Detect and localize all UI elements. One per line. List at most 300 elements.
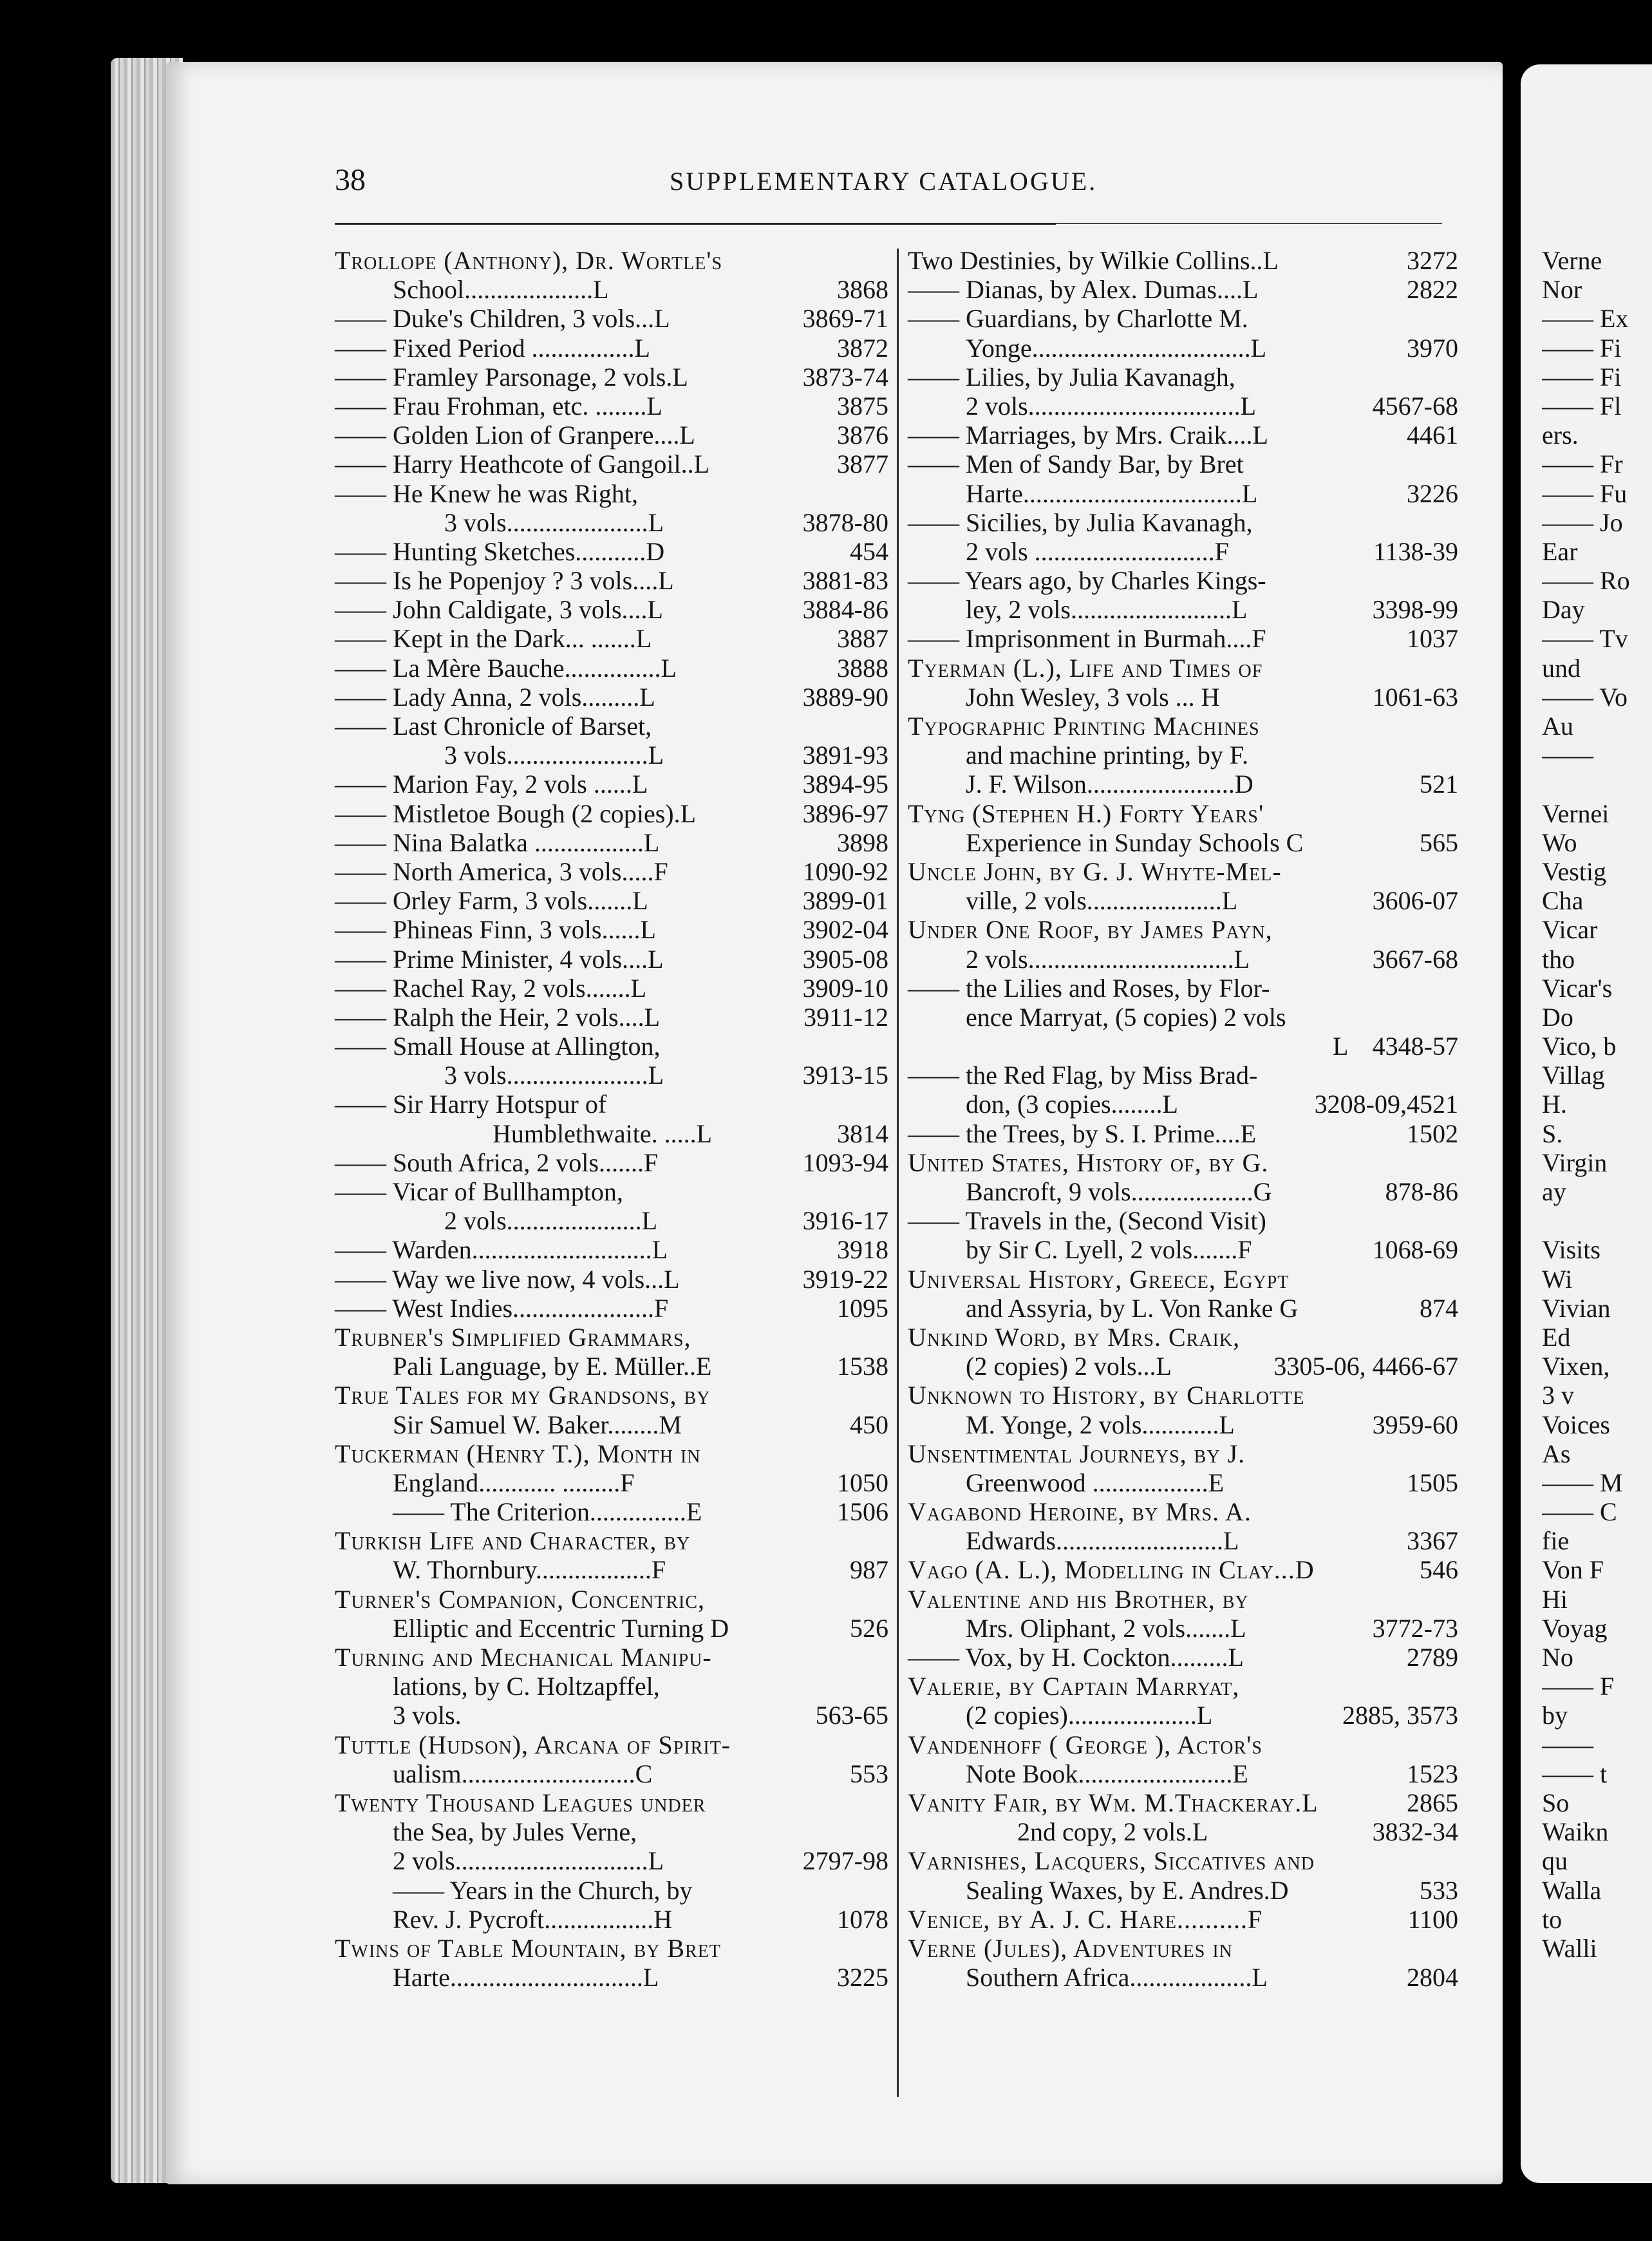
entry-shelf-number: 2804 (1407, 1963, 1458, 1992)
catalogue-entry-line (908, 1730, 1458, 1759)
entry-shelf-number: 987 (850, 1555, 888, 1585)
catalogue-entry-line (908, 1701, 1458, 1730)
catalogue-entry-line (908, 1555, 1458, 1584)
entry-shelf-number: 3887 (837, 624, 888, 654)
catalogue-entry-line (335, 1672, 888, 1701)
catalogue-entry-line (335, 886, 888, 915)
entry-shelf-number: 3398-99 (1372, 595, 1458, 625)
entry-text: England............ .........F (393, 1468, 635, 1497)
catalogue-entry-line (908, 683, 1458, 712)
entry-text: 3 vols......................L (444, 741, 664, 770)
facing-page-fragment: —— Vo (1542, 682, 1628, 712)
entry-text: —— South Africa, 2 vols.......F (335, 1148, 659, 1177)
catalogue-entry-line (908, 1148, 1458, 1177)
entry-text: Southern Africa...................L (966, 1963, 1268, 1992)
entry-shelf-number: 3881-83 (802, 566, 888, 596)
entry-text: (2 copies) 2 vols...L (966, 1352, 1172, 1381)
entry-text: —— Vox, by H. Cockton.........L (908, 1643, 1244, 1672)
entry-shelf-number: 3667-68 (1372, 944, 1458, 974)
entry-text: Sealing Waxes, by E. Andres.D (966, 1875, 1289, 1905)
entry-shelf-number: 3868 (837, 275, 888, 305)
catalogue-entry-line (335, 1788, 888, 1817)
entry-shelf-number: 3896-97 (802, 799, 888, 828)
catalogue-entry-line (335, 392, 888, 421)
catalogue-entry-line (335, 449, 888, 478)
catalogue-entry-line (908, 741, 1458, 770)
facing-page-fragment: —— C (1542, 1497, 1617, 1527)
catalogue-entry-line (908, 1934, 1458, 1963)
entry-text: United States, History of, by G. (908, 1148, 1269, 1177)
entry-text: Vanity Fair, by Wm. M.Thackeray.L (908, 1788, 1319, 1817)
entry-text: —— Mistletoe Bough (2 copies).L (335, 799, 697, 828)
catalogue-entry-line (335, 1090, 888, 1119)
facing-page-fragment: —— Fr (1542, 449, 1623, 479)
entry-text: True Tales for my Grandsons, by (335, 1381, 711, 1410)
facing-page-fragment: Walla (1542, 1875, 1602, 1905)
catalogue-entry-line (908, 1439, 1458, 1468)
entry-text: —— Frau Frohman, etc. ........L (335, 391, 662, 421)
entry-text: —— Sir Harry Hotspur of (335, 1090, 607, 1119)
entry-text: Experience in Sunday Schools C (966, 827, 1304, 857)
catalogue-entry-line (908, 1003, 1458, 1032)
entry-text: ville, 2 vols.....................L (966, 886, 1238, 916)
facing-page-fragment: ers. (1542, 421, 1579, 450)
catalogue-entry-line (335, 741, 888, 770)
facing-page-fragment: No (1542, 1643, 1573, 1672)
entry-text: (2 copies)....................L (966, 1701, 1213, 1730)
facing-page-fragment: Vestig (1542, 856, 1606, 886)
entry-text: Typographic Printing Machines (908, 712, 1260, 741)
catalogue-entry-line (335, 1439, 888, 1468)
entry-text: Tuckerman (Henry T.), Month in (335, 1439, 701, 1468)
entry-text: John Wesley, 3 vols ... H (966, 682, 1220, 712)
facing-page-fragment: to (1542, 1904, 1563, 1934)
facing-page-fragment: Vixen, (1542, 1352, 1610, 1381)
entry-text: —— Lady Anna, 2 vols.........L (335, 682, 655, 712)
catalogue-entry-line (908, 886, 1458, 915)
entry-text: —— Men of Sandy Bar, by Bret (908, 449, 1244, 479)
entry-shelf-number: 3909-10 (802, 973, 888, 1003)
catalogue-entry-line (908, 915, 1458, 944)
catalogue-entry-line (908, 1032, 1458, 1061)
entry-shelf-number: 454 (850, 536, 888, 566)
catalogue-entry-line (908, 479, 1458, 508)
catalogue-entry-line (908, 1817, 1458, 1846)
facing-page-fragment: Hi (1542, 1584, 1568, 1614)
facing-page-fragment: —— Tv (1542, 624, 1628, 654)
catalogue-entry-line (335, 1526, 888, 1555)
entry-shelf-number: 3884-86 (802, 595, 888, 625)
entry-shelf-number: 3832-34 (1372, 1817, 1458, 1847)
entry-text: 3 vols. (393, 1701, 462, 1730)
entry-text: lations, by C. Holtzapffel, (393, 1672, 660, 1701)
catalogue-entry-line (908, 1265, 1458, 1294)
facing-page-fragment: Do (1542, 1002, 1573, 1032)
entry-shelf-number: 3913-15 (802, 1061, 888, 1090)
catalogue-entry-line (335, 828, 888, 857)
entry-text: 2nd copy, 2 vols.L (1017, 1817, 1208, 1847)
entry-text: 3 vols......................L (444, 1061, 664, 1090)
catalogue-entry-line (908, 595, 1458, 624)
catalogue-entry-line (335, 1352, 888, 1381)
catalogue-entry-line (335, 275, 888, 304)
entry-text: —— Last Chronicle of Barset, (335, 712, 652, 741)
facing-page-fragment: 3 v (1542, 1381, 1574, 1410)
catalogue-entry-line (908, 624, 1458, 653)
catalogue-entry-line (335, 1846, 888, 1875)
catalogue-entry-line (335, 1905, 888, 1934)
catalogue-entry-line (908, 1323, 1458, 1352)
entry-text: Mrs. Oliphant, 2 vols.......L (966, 1613, 1246, 1643)
entry-text: —— Orley Farm, 3 vols.......L (335, 886, 648, 916)
catalogue-entry-line (908, 1585, 1458, 1614)
entry-text: ley, 2 vols.........................L (966, 595, 1248, 625)
catalogue-entry-line (908, 1526, 1458, 1555)
entry-text: Under One Roof, by James Payn, (908, 915, 1273, 945)
running-head: SUPPLEMENTARY CATALOGUE. (670, 167, 1098, 196)
entry-text: —— Harry Heathcote of Gangoil..L (335, 449, 710, 479)
facing-page-fragment: Day (1542, 595, 1585, 625)
facing-page-fragment: —— Jo (1542, 507, 1623, 537)
entry-shelf-number: 1061-63 (1372, 682, 1458, 712)
entry-text: Vagabond Heroine, by Mrs. A. (908, 1497, 1252, 1527)
catalogue-entry-line (335, 1643, 888, 1672)
entry-shelf-number: 3872 (837, 333, 888, 363)
entry-text: —— Golden Lion of Granpere....L (335, 421, 695, 450)
catalogue-entry-line (335, 566, 888, 595)
catalogue-entry-line (335, 1032, 888, 1061)
catalogue-entry-line (335, 479, 888, 508)
catalogue-entry-line (908, 1497, 1458, 1526)
facing-page-fragment: Nor (1542, 275, 1582, 305)
entry-text: —— Phineas Finn, 3 vols......L (335, 915, 656, 945)
catalogue-entry-line (335, 246, 888, 275)
entry-shelf-number: 4348-57 (1372, 1032, 1458, 1061)
facing-page-fragment: und (1542, 653, 1581, 683)
facing-page-fragment: Verne (1542, 246, 1602, 275)
entry-shelf-number: 2797-98 (802, 1846, 888, 1876)
entry-text: 2 vols..............................L (393, 1846, 664, 1876)
entry-shelf-number: 878-86 (1385, 1177, 1458, 1206)
facing-page-fragment: Vivian (1542, 1293, 1611, 1323)
entry-text: L (1333, 1032, 1349, 1061)
entry-text: —— Imprisonment in Burmah....F (908, 624, 1266, 654)
catalogue-entry-line (335, 1294, 888, 1323)
entry-text: Humblethwaite. .....L (493, 1119, 713, 1148)
facing-page-fragment: Ed (1542, 1322, 1571, 1352)
entry-text: Unknown to History, by Charlotte (908, 1381, 1305, 1410)
entry-text: —— Years ago, by Charles Kings- (908, 566, 1266, 596)
entry-shelf-number: 1538 (837, 1352, 888, 1381)
catalogue-entry-line (908, 392, 1458, 421)
entry-shelf-number: 3898 (837, 827, 888, 857)
entry-shelf-number: 521 (1420, 770, 1458, 799)
catalogue-entry-line (335, 1323, 888, 1352)
entry-shelf-number: 3889-90 (802, 682, 888, 712)
entry-shelf-number: 3208-09,4521 (1314, 1090, 1458, 1119)
entry-text: Universal History, Greece, Egypt (908, 1264, 1290, 1294)
entry-shelf-number: 3869-71 (802, 304, 888, 334)
facing-page-fragment: qu (1542, 1846, 1568, 1876)
catalogue-entry-line (335, 1585, 888, 1614)
entry-shelf-number: 3891-93 (802, 741, 888, 770)
entry-shelf-number: 3225 (837, 1963, 888, 1992)
entry-shelf-number: 3875 (837, 391, 888, 421)
facing-page-fragment: Visits (1542, 1235, 1600, 1265)
catalogue-entry-line (908, 1759, 1458, 1788)
catalogue-entry-line (335, 595, 888, 624)
entry-shelf-number: 450 (850, 1410, 888, 1439)
entry-shelf-number: 565 (1420, 827, 1458, 857)
entry-text: Trollope (Anthony), Dr. Wortle's (335, 246, 723, 275)
entry-text: 2 vols.................................L (966, 391, 1257, 421)
catalogue-entry-line (908, 1090, 1458, 1119)
catalogue-entry-line (908, 363, 1458, 392)
entry-text: —— the Red Flag, by Miss Brad- (908, 1061, 1258, 1090)
catalogue-entry-line (335, 508, 888, 537)
catalogue-entry-line (908, 712, 1458, 741)
catalogue-entry-line (908, 449, 1458, 478)
entry-text: —— Small House at Allington, (335, 1032, 661, 1061)
entry-shelf-number: 3367 (1407, 1526, 1458, 1556)
catalogue-entry-line (335, 1177, 888, 1206)
entry-shelf-number: 3894-95 (802, 770, 888, 799)
catalogue-entry-line (908, 1206, 1458, 1235)
entry-shelf-number: 1100 (1407, 1904, 1458, 1934)
entry-text: 2 vols.....................L (444, 1206, 658, 1236)
facing-page-fragment: by (1542, 1701, 1568, 1730)
facing-page-fragment: Wi (1542, 1264, 1573, 1294)
entry-text: Elliptic and Eccentric Turning D (393, 1613, 729, 1643)
entry-text: —— He Knew he was Right, (335, 478, 639, 508)
facing-page-fragment: Virgin (1542, 1148, 1608, 1177)
entry-text: Note Book........................E (966, 1759, 1248, 1788)
facing-page-fragment: H. (1542, 1090, 1567, 1119)
entry-text: Tuttle (Hudson), Arcana of Spirit- (335, 1730, 731, 1759)
facing-page-fragment: Wo (1542, 827, 1577, 857)
entry-text: and Assyria, by L. Von Ranke G (966, 1293, 1299, 1323)
catalogue-entry-line (908, 1643, 1458, 1672)
entry-text: —— John Caldigate, 3 vols....L (335, 595, 663, 625)
facing-page-fragment: Vernei (1542, 799, 1610, 828)
catalogue-entry-line (335, 1497, 888, 1526)
catalogue-entry-line (335, 683, 888, 712)
facing-page-fragment: Ear (1542, 536, 1578, 566)
entry-text: the Sea, by Jules Verne, (393, 1817, 637, 1847)
entry-shelf-number: 1050 (837, 1468, 888, 1497)
catalogue-entry-line (335, 1410, 888, 1439)
entry-shelf-number: 3919-22 (802, 1264, 888, 1294)
facing-page-fragment: fie (1542, 1526, 1570, 1556)
entry-text: Vago (A. L.), Modelling in Clay...D (908, 1555, 1315, 1585)
catalogue-entry-line (335, 537, 888, 566)
entry-text: Vandenhoff ( George ), Actor's (908, 1730, 1262, 1759)
catalogue-entry-line (908, 828, 1458, 857)
entry-shelf-number: 3814 (837, 1119, 888, 1148)
entry-shelf-number: 1078 (837, 1904, 888, 1934)
entry-text: —— Kept in the Dark... .......L (335, 624, 652, 654)
entry-text: Pali Language, by E. Müller..E (393, 1352, 712, 1381)
catalogue-entry-line (908, 974, 1458, 1003)
catalogue-entry-line (908, 1876, 1458, 1905)
entry-shelf-number: 1138-39 (1373, 536, 1458, 566)
catalogue-entry-line (908, 508, 1458, 537)
catalogue-entry-line (335, 770, 888, 799)
catalogue-entry-line (908, 1672, 1458, 1701)
entry-shelf-number: 3226 (1407, 478, 1458, 508)
facing-page-fragment: S. (1542, 1119, 1563, 1148)
entry-text: —— Rachel Ray, 2 vols.......L (335, 973, 647, 1003)
entry-text: Turkish Life and Character, by (335, 1526, 691, 1556)
header-rule (335, 223, 1056, 225)
catalogue-entry-line (908, 1846, 1458, 1875)
entry-text: —— Years in the Church, by (393, 1875, 693, 1905)
entry-text: 2 vols................................L (966, 944, 1250, 974)
catalogue-entry-line (908, 1294, 1458, 1323)
catalogue-entry-line (335, 1876, 888, 1905)
entry-text: —— Is he Popenjoy ? 3 vols....L (335, 566, 674, 596)
facing-page-fragment: Cha (1542, 886, 1584, 916)
entry-shelf-number: 3878-80 (802, 507, 888, 537)
entry-text: —— Marriages, by Mrs. Craik....L (908, 421, 1268, 450)
entry-shelf-number: 4461 (1407, 421, 1458, 450)
column-divider (897, 249, 899, 2097)
catalogue-entry-line (908, 945, 1458, 974)
catalogue-entry-line (908, 1963, 1458, 1992)
facing-page-fragment: Villag (1542, 1061, 1605, 1090)
entry-text: Two Destinies, by Wilkie Collins..L (908, 246, 1279, 275)
entry-shelf-number: 1068-69 (1372, 1235, 1458, 1265)
entry-text: —— Travels in the, (Second Visit) (908, 1206, 1266, 1236)
entry-text: —— Marion Fay, 2 vols ......L (335, 770, 648, 799)
entry-text: —— Guardians, by Charlotte M. (908, 304, 1248, 334)
catalogue-entry-line (908, 1177, 1458, 1206)
facing-page-fragment: —— F (1542, 1672, 1615, 1701)
entry-text: —— Duke's Children, 3 vols...L (335, 304, 670, 334)
left-column (335, 246, 888, 1992)
facing-page-fragment: —— Ex (1542, 304, 1629, 334)
entry-text: W. Thornbury..................F (393, 1555, 666, 1585)
entry-shelf-number: 2822 (1407, 275, 1458, 305)
catalogue-entry-line (908, 421, 1458, 449)
entry-text: Sir Samuel W. Baker........M (393, 1410, 682, 1439)
entry-text: —— Way we live now, 4 vols...L (335, 1264, 680, 1294)
catalogue-entry-line (908, 1410, 1458, 1439)
entry-text: —— the Lilies and Roses, by Flor- (908, 973, 1270, 1003)
facing-page-fragment: ay (1542, 1177, 1566, 1206)
facing-page-fragment: —— (1542, 741, 1593, 770)
catalogue-entry-line (335, 1206, 888, 1235)
facing-page-fragment (1542, 770, 1651, 799)
catalogue-entry-line (908, 566, 1458, 595)
catalogue-entry-line (335, 945, 888, 974)
entry-text: —— Lilies, by Julia Kavanagh, (908, 362, 1235, 392)
entry-text: School....................L (393, 275, 609, 305)
entry-text: Unkind Word, by Mrs. Craik, (908, 1322, 1241, 1352)
entry-shelf-number: 3888 (837, 653, 888, 683)
entry-text: —— Ralph the Heir, 2 vols....L (335, 1002, 660, 1032)
entry-text: Tyng (Stephen H.) Forty Years' (908, 799, 1264, 828)
entry-text: and machine printing, by F. (966, 741, 1248, 770)
catalogue-entry-line (335, 1934, 888, 1963)
entry-shelf-number: 3873-74 (802, 362, 888, 392)
entry-shelf-number: 1037 (1407, 624, 1458, 654)
facing-page-fragment: Waikn (1542, 1817, 1609, 1847)
catalogue-entry-line (335, 1701, 888, 1730)
entry-shelf-number: 1095 (837, 1293, 888, 1323)
catalogue-entry-line (335, 1817, 888, 1846)
entry-shelf-number: 1506 (837, 1497, 888, 1527)
catalogue-entry-line (908, 246, 1458, 275)
catalogue-entry-line (335, 654, 888, 683)
entry-shelf-number: 1502 (1407, 1119, 1458, 1148)
entry-shelf-number: 3959-60 (1372, 1410, 1458, 1439)
catalogue-entry-line (335, 1614, 888, 1643)
catalogue-entry-line (335, 1119, 888, 1148)
facing-page-fragment: Von F (1542, 1555, 1604, 1585)
facing-page-fragment: —— Fl (1542, 391, 1622, 421)
entry-shelf-number: 3905-08 (802, 944, 888, 974)
entry-text: Tyerman (L.), Life and Times of (908, 653, 1263, 683)
catalogue-entry-line (908, 537, 1458, 566)
entry-text: —— Dianas, by Alex. Dumas....L (908, 275, 1259, 305)
header-rule-right (1056, 223, 1442, 224)
catalogue-entry-line (335, 1061, 888, 1090)
entry-shelf-number: 3606-07 (1372, 886, 1458, 916)
entry-text: Unsentimental Journeys, by J. (908, 1439, 1246, 1468)
catalogue-entry-line (908, 1614, 1458, 1643)
facing-page-fragment: Vicar (1542, 915, 1598, 945)
entry-text: —— Hunting Sketches...........D (335, 536, 665, 566)
entry-text: ualism...........................C (393, 1759, 653, 1788)
entry-shelf-number: 1523 (1407, 1759, 1458, 1788)
facing-page-fragment: —— M (1542, 1468, 1623, 1497)
entry-text: Twenty Thousand Leagues under (335, 1788, 706, 1817)
entry-text: —— West Indies......................F (335, 1293, 669, 1323)
entry-text: Harte..............................L (393, 1963, 659, 1992)
catalogue-entry-line (335, 915, 888, 944)
catalogue-entry-line (908, 770, 1458, 799)
entry-text: Venice, by A. J. C. Hare..........F (908, 1904, 1263, 1934)
entry-text: Greenwood ..................E (966, 1468, 1225, 1497)
facing-page-fragment: —— t (1542, 1759, 1608, 1788)
entry-shelf-number: 3970 (1407, 333, 1458, 363)
entry-text: 2 vols ............................F (966, 536, 1229, 566)
facing-page-fragment: —— Fi (1542, 333, 1622, 363)
facing-page-fragment: Vico, b (1542, 1032, 1617, 1061)
entry-text: Uncle John, by G. J. Whyte-Mel- (908, 856, 1282, 886)
catalogue-entry-line (908, 334, 1458, 363)
catalogue-entry-line (335, 1468, 888, 1497)
catalogue-entry-line (335, 1003, 888, 1032)
entry-shelf-number: 3902-04 (802, 915, 888, 945)
entry-text: M. Yonge, 2 vols............L (966, 1410, 1235, 1439)
entry-text: —— Warden............................L (335, 1235, 668, 1265)
catalogue-entry-line (908, 1352, 1458, 1381)
facing-page-fragment: Vicar's (1542, 973, 1613, 1003)
entry-shelf-number: 3877 (837, 449, 888, 479)
entry-text: —— Fixed Period ................L (335, 333, 650, 363)
facing-page-fragment: Walli (1542, 1933, 1597, 1963)
facing-page-column (1542, 246, 1651, 1963)
entry-text: —— Framley Parsonage, 2 vols.L (335, 362, 688, 392)
catalogue-entry-line (908, 304, 1458, 333)
entry-shelf-number: 2789 (1407, 1643, 1458, 1672)
facing-page-fragment: tho (1542, 944, 1575, 974)
entry-text: Bancroft, 9 vols...................G (966, 1177, 1272, 1206)
entry-text: —— the Trees, by S. I. Prime....E (908, 1119, 1257, 1148)
catalogue-entry-line (908, 1468, 1458, 1497)
